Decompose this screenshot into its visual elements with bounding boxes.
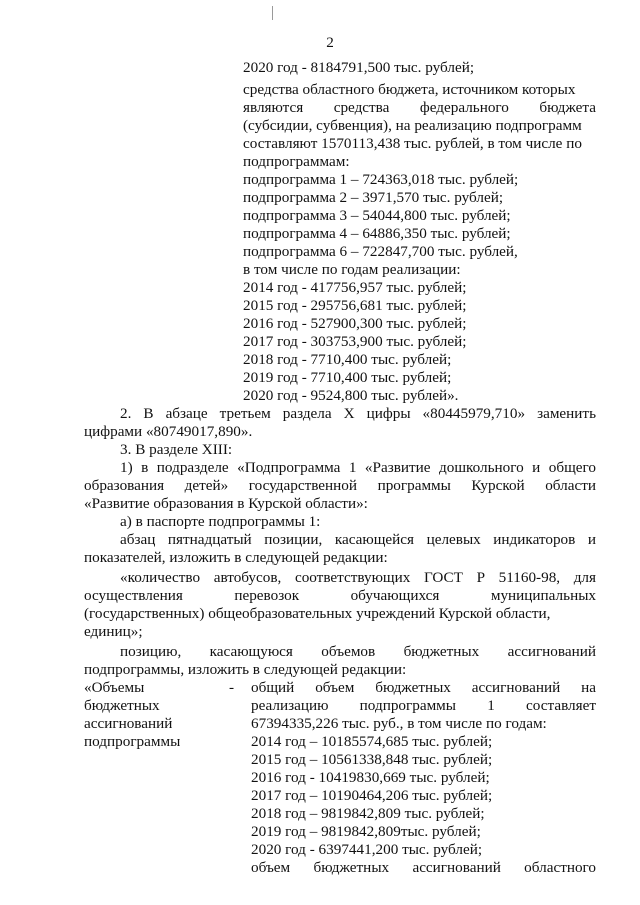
table-right-line: 2020 год - 6397441,200 тыс. рублей;	[251, 841, 483, 858]
block1-line: в том числе по годам реализации:	[243, 261, 461, 278]
table-right-line: 2017 год – 10190464,206 тыс. рублей;	[251, 787, 493, 804]
block1-line: подпрограмма 4 – 64886,350 тыс. рублей;	[243, 225, 511, 242]
block1-line: 2014 год - 417756,957 тыс. рублей;	[243, 279, 467, 296]
table-right-line: объем бюджетных ассигнований областного	[251, 859, 596, 876]
table-right-line: реализацию подпрограммы 1 составляет	[251, 697, 596, 714]
table-left-cell: ассигнований	[84, 715, 173, 732]
page-number: 2	[326, 34, 334, 51]
para3-line: осуществления перевозок обучающихся муниципальных	[84, 587, 596, 604]
para3-line: показателей, изложить в следующей редакции:	[84, 549, 388, 566]
para3-line: а) в паспорте подпрограммы 1:	[120, 513, 321, 530]
para3-line: подпрограммы, изложить в следующей редакции:	[84, 661, 407, 678]
para3-line: 1) в подразделе «Подпрограмма 1 «Развитие дошкольного и общего	[120, 459, 596, 476]
para3-line: (государственных) общеобразовательных учреждений Курской области,	[84, 605, 551, 622]
table-right-line: общий объем бюджетных ассигнований на	[251, 679, 596, 696]
block1-line: являются средства федерального бюджета	[243, 99, 596, 116]
block1-line: 2019 год - 7710,400 тыс. рублей;	[243, 369, 452, 386]
para3-line: единиц»;	[84, 623, 143, 640]
para3-line: абзац пятнадцатый позиции, касающейся целевых индикаторов и	[120, 531, 596, 548]
block1-line: 2016 год - 527900,300 тыс. рублей;	[243, 315, 467, 332]
block1-line: 2020 год - 9524,800 тыс. рублей».	[243, 387, 459, 404]
table-right-line: 2015 год – 10561338,848 тыс. рублей;	[251, 751, 493, 768]
block1-line: подпрограмма 6 – 722847,700 тыс. рублей,	[243, 243, 518, 260]
para3-line: «Развитие образования в Курской области»:	[84, 495, 368, 512]
block1-line: 2020 год - 8184791,500 тыс. рублей;	[243, 59, 475, 76]
table-right-line: 2019 год – 9819842,809тыс. рублей;	[251, 823, 481, 840]
para2-line: цифрами «80749017,890».	[84, 423, 253, 440]
table-dash: -	[229, 679, 235, 696]
table-right-line: 2018 год – 9819842,809 тыс. рублей;	[251, 805, 485, 822]
table-right-line: 2016 год - 10419830,669 тыс. рублей;	[251, 769, 490, 786]
block1-line: подпрограмма 1 – 724363,018 тыс. рублей;	[243, 171, 519, 188]
table-left-cell: «Объемы	[84, 679, 145, 696]
para3-line: позицию, касающуюся объемов бюджетных ассигнований	[120, 643, 596, 660]
block1-line: составляют 1570113,438 тыс. рублей, в том числе по	[243, 135, 582, 152]
table-right-line: 2014 год – 10185574,685 тыс. рублей;	[251, 733, 493, 750]
block1-line: 2017 год - 303753,900 тыс. рублей;	[243, 333, 467, 350]
table-left-cell: бюджетных	[84, 697, 160, 714]
table-left-cell: подпрограммы	[84, 733, 181, 750]
block1-line: подпрограммам:	[243, 153, 350, 170]
block1-line: средства областного бюджета, источником которых	[243, 81, 576, 98]
block1-line: 2015 год - 295756,681 тыс. рублей;	[243, 297, 467, 314]
para3-line: 3. В разделе XIII:	[120, 441, 233, 458]
block1-line: подпрограмма 3 – 54044,800 тыс. рублей;	[243, 207, 511, 224]
block1-line: 2018 год - 7710,400 тыс. рублей;	[243, 351, 452, 368]
para2-line: 2. В абзаце третьем раздела X цифры «80445979,710» заменить	[120, 405, 596, 422]
para3-line: «количество автобусов, соответствующих ГОСТ Р 51160-98, для	[120, 569, 596, 586]
block1-line: подпрограмма 2 – 3971,570 тыс. рублей;	[243, 189, 504, 206]
para3-line: образования детей» государственной программы Курской области	[84, 477, 596, 494]
scan-mark	[272, 6, 273, 20]
table-right-line: 67394335,226 тыс. руб., в том числе по годам:	[251, 715, 547, 732]
block1-line: (субсидии, субвенция), на реализацию подпрограмм	[243, 117, 582, 134]
